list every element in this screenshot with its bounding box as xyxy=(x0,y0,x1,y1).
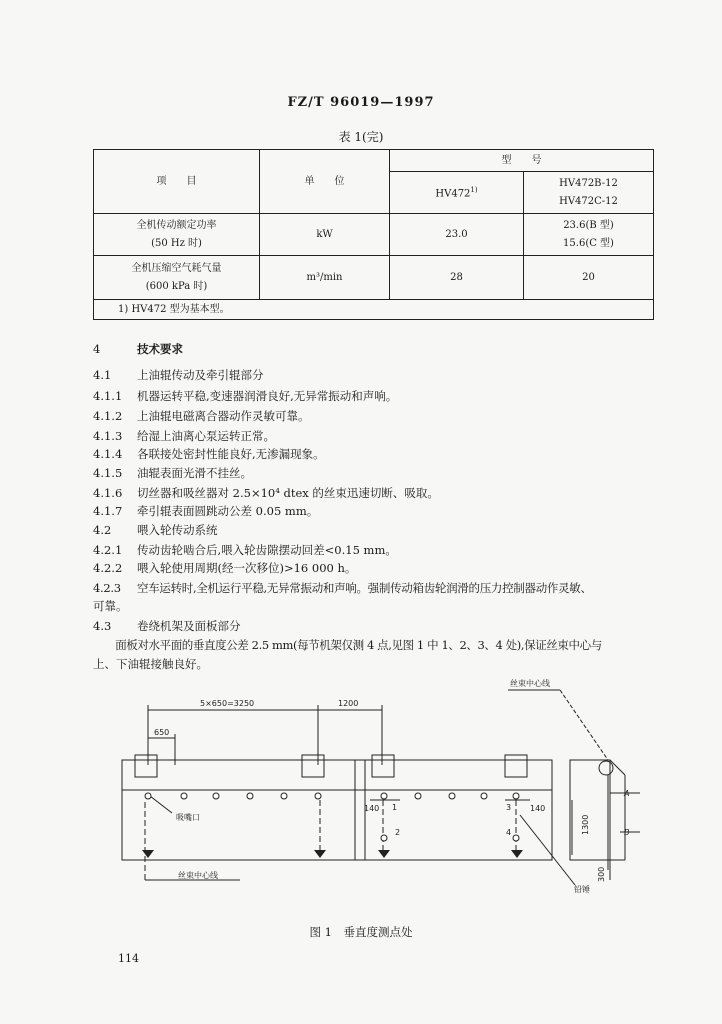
table-row xyxy=(94,214,654,256)
cell-item: 全机传动额定功率 (50 Hz 时) xyxy=(94,214,260,256)
section-4-1-4: 4.1.4 各联接处密封性能良好,无渗漏现象。 xyxy=(93,447,325,461)
header-model: 型 号 xyxy=(390,150,654,172)
label-point-2: 2 xyxy=(395,828,401,837)
header-unit: 单 位 xyxy=(260,150,390,214)
page-number: 114 xyxy=(118,952,139,965)
header-item: 项 目 xyxy=(94,150,260,214)
label-dim-650: 650 xyxy=(154,728,170,737)
section-4-1-6: 4.1.6 切丝器和吸丝器对 2.5×10⁴ dtex 的丝束迅速切断、吸取。 xyxy=(93,486,439,500)
header-model-a: HV472$^{1)}$ xyxy=(390,172,524,214)
header-model-b: HV472B-12 HV472C-12 xyxy=(524,172,654,214)
label-dim-1200: 1200 xyxy=(338,699,359,708)
section-4-3-body: 面板对水平面的垂直度公差 2.5 mm(每节机架仅测 4 点,见图 1 中 1、2、3、4 处),保证丝束中心与 xyxy=(93,638,602,652)
label-tow-center-top: 丝束中心线 xyxy=(510,679,550,688)
section-4-2-2: 4.2.2 喂入轮使用周期(经一次移位)>16 000 h。 xyxy=(93,561,357,575)
document-header: FZ/T 96019—1997 xyxy=(287,95,435,110)
label-point-4: 4 xyxy=(506,828,512,837)
label-140-left: 140 xyxy=(364,804,380,813)
spec-table xyxy=(93,149,654,320)
section-4-2-1: 4.2.1 传动齿轮啮合后,喂入轮齿隙摆动回差<0.15 mm。 xyxy=(93,543,397,557)
label-plumb: 铅锤 xyxy=(574,885,590,894)
section-4-1-1: 4.1.1 机器运转平稳,变速器润滑良好,无异常振动和声响。 xyxy=(93,389,398,403)
section-4-1-3: 4.1.3 给湿上油离心泵运转正常。 xyxy=(93,429,275,443)
section-4-3: 4.3 卷绕机架及面板部分 xyxy=(93,619,241,633)
cell-item: 全机压缩空气耗气量 (600 kPa 时) xyxy=(94,256,260,300)
cell-unit: kW xyxy=(260,214,390,256)
section-4-1-5: 4.1.5 油辊表面光滑不挂丝。 xyxy=(93,466,252,480)
label-point-1: 1 xyxy=(392,803,398,812)
label-300: 300 xyxy=(597,866,606,882)
label-140-right: 140 xyxy=(530,804,546,813)
section-4-1-7: 4.1.7 牵引辊表面圆跳动公差 0.05 mm。 xyxy=(93,504,319,518)
section-4-2-3-cont: 可靠。 xyxy=(93,599,128,613)
label-A: A xyxy=(624,789,630,798)
section-4-1-2: 4.1.2 上油辊电磁离合器动作灵敏可靠。 xyxy=(93,409,310,423)
cell-a: 23.0 xyxy=(390,214,524,256)
table-note: 1) HV472 型为基本型。 xyxy=(94,300,654,320)
cell-a: 28 xyxy=(390,256,524,300)
label-point-3: 3 xyxy=(506,803,512,812)
label-nozzle: 吸嘴口 xyxy=(176,813,200,822)
figure-1-drawing xyxy=(0,670,722,920)
section-4: 4 技术要求 xyxy=(93,342,183,356)
label-B: B xyxy=(624,828,630,837)
section-4-3-body-cont: 上、下油辊接触良好。 xyxy=(93,657,208,671)
section-4-2: 4.2 喂入轮传动系统 xyxy=(93,523,218,537)
cell-b: 20 xyxy=(524,256,654,300)
label-1300: 1300 xyxy=(581,814,590,835)
table-title: 表 1(完) xyxy=(338,130,384,144)
section-4-1: 4.1 上油辊传动及牵引辊部分 xyxy=(93,368,264,382)
figure-caption: 图 1 垂直度测点处 xyxy=(309,925,413,939)
table-row xyxy=(94,256,654,300)
label-tow-center-bottom: 丝束中心线 xyxy=(178,871,218,880)
cell-unit: m³/min xyxy=(260,256,390,300)
label-dim-total: 5×650=3250 xyxy=(200,699,255,708)
section-4-2-3: 4.2.3 空车运转时,全机运行平稳,无异常振动和声响。强制传动箱齿轮润滑的压力控制器动作灵敏、 xyxy=(93,581,592,595)
cell-b: 23.6(B 型) 15.6(C 型) xyxy=(524,214,654,256)
